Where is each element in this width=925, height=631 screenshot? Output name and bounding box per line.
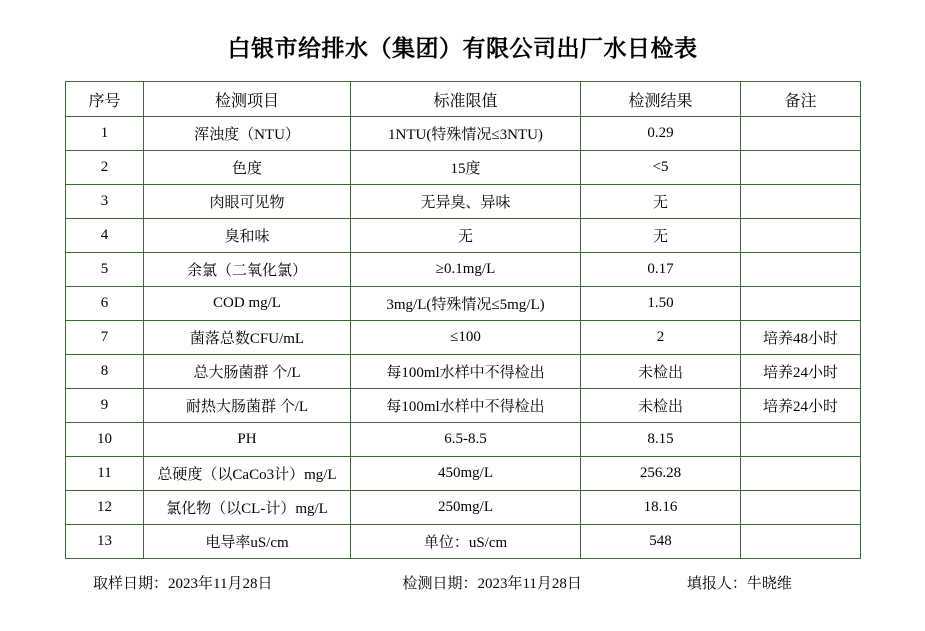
cell-item: 电导率uS/cm: [144, 525, 351, 559]
cell-no: 1: [66, 117, 144, 151]
document-page: [0, 30, 925, 631]
sample-date-label: 取样日期：2023年11月28日: [93, 576, 273, 592]
cell-item: 臭和味: [144, 219, 351, 253]
cell-std: 每100ml水样中不得检出: [351, 389, 581, 423]
cell-std: 无异臭、异味: [351, 185, 581, 219]
cell-note: [741, 457, 861, 491]
cell-no: 5: [66, 253, 144, 287]
cell-result: 0.17: [581, 253, 741, 287]
column-header-no: 序号: [66, 82, 144, 117]
cell-note: [741, 525, 861, 559]
cell-note: [741, 287, 861, 321]
column-header-result: 检测结果: [581, 82, 741, 117]
cell-result: 256.28: [581, 457, 741, 491]
cell-item: 肉眼可见物: [144, 185, 351, 219]
table-row: [66, 287, 861, 321]
cell-std: 1NTU(特殊情况≤3NTU): [351, 117, 581, 151]
cell-result: <5: [581, 151, 741, 185]
table-row: [66, 423, 861, 457]
cell-item: COD mg/L: [144, 287, 351, 321]
table-row: [66, 117, 861, 151]
cell-result: 8.15: [581, 423, 741, 457]
table-body: [66, 117, 861, 559]
table-row: [66, 355, 861, 389]
cell-no: 6: [66, 287, 144, 321]
cell-note: [741, 219, 861, 253]
cell-no: 13: [66, 525, 144, 559]
table-header-row: [66, 82, 861, 117]
table-row: [66, 457, 861, 491]
cell-result: 无: [581, 185, 741, 219]
reporter-label: 填报人：牛晓维: [686, 576, 792, 592]
cell-item: 总大肠菌群 个/L: [144, 355, 351, 389]
page-title: 白银市给排水（集团）有限公司出厂水日检表: [227, 35, 698, 61]
cell-item: 色度: [144, 151, 351, 185]
cell-result: 1.50: [581, 287, 741, 321]
cell-std: 450mg/L: [351, 457, 581, 491]
report-table-container: [65, 81, 860, 559]
table-row: [66, 219, 861, 253]
cell-no: 12: [66, 491, 144, 525]
cell-std: 每100ml水样中不得检出: [351, 355, 581, 389]
cell-item: 菌落总数CFU/mL: [144, 321, 351, 355]
cell-item: 总硬度（以CaCo3计）mg/L: [144, 457, 351, 491]
cell-result: 未检出: [581, 355, 741, 389]
table-row: [66, 525, 861, 559]
cell-item: 耐热大肠菌群 个/L: [144, 389, 351, 423]
cell-result: 未检出: [581, 389, 741, 423]
cell-std: 6.5-8.5: [351, 423, 581, 457]
cell-no: 11: [66, 457, 144, 491]
cell-std: ≥0.1mg/L: [351, 253, 581, 287]
cell-no: 9: [66, 389, 144, 423]
cell-note: [741, 491, 861, 525]
cell-item: 氯化物（以CL-计）mg/L: [144, 491, 351, 525]
column-header-item: 检测项目: [144, 82, 351, 117]
cell-result: 2: [581, 321, 741, 355]
table-row: [66, 151, 861, 185]
water-quality-table: [65, 81, 861, 559]
cell-std: 3mg/L(特殊情况≤5mg/L): [351, 287, 581, 321]
cell-note: [741, 185, 861, 219]
cell-no: 3: [66, 185, 144, 219]
cell-no: 10: [66, 423, 144, 457]
table-row: [66, 491, 861, 525]
cell-item: 浑浊度（NTU）: [144, 117, 351, 151]
table-row: [66, 253, 861, 287]
cell-item: 余氯（二氧化氯）: [144, 253, 351, 287]
column-header-note: 备注: [741, 82, 861, 117]
cell-std: 单位：uS/cm: [351, 525, 581, 559]
cell-result: 0.29: [581, 117, 741, 151]
cell-std: 无: [351, 219, 581, 253]
cell-no: 8: [66, 355, 144, 389]
cell-std: ≤100: [351, 321, 581, 355]
cell-std: 250mg/L: [351, 491, 581, 525]
cell-result: 无: [581, 219, 741, 253]
cell-note: 培养24小时: [741, 389, 861, 423]
table-row: [66, 185, 861, 219]
table-row: [66, 389, 861, 423]
cell-note: [741, 423, 861, 457]
cell-no: 4: [66, 219, 144, 253]
cell-result: 18.16: [581, 491, 741, 525]
table-row: [66, 321, 861, 355]
footer: [65, 572, 860, 593]
cell-note: 培养48小时: [741, 321, 861, 355]
cell-note: [741, 253, 861, 287]
cell-note: [741, 117, 861, 151]
cell-no: 7: [66, 321, 144, 355]
cell-std: 15度: [351, 151, 581, 185]
table-header: [66, 82, 861, 117]
test-date-label: 检测日期：2023年11月28日: [402, 576, 582, 592]
cell-no: 2: [66, 151, 144, 185]
cell-note: 培养24小时: [741, 355, 861, 389]
cell-result: 548: [581, 525, 741, 559]
cell-note: [741, 151, 861, 185]
column-header-std: 标准限值: [351, 82, 581, 117]
cell-item: PH: [144, 423, 351, 457]
